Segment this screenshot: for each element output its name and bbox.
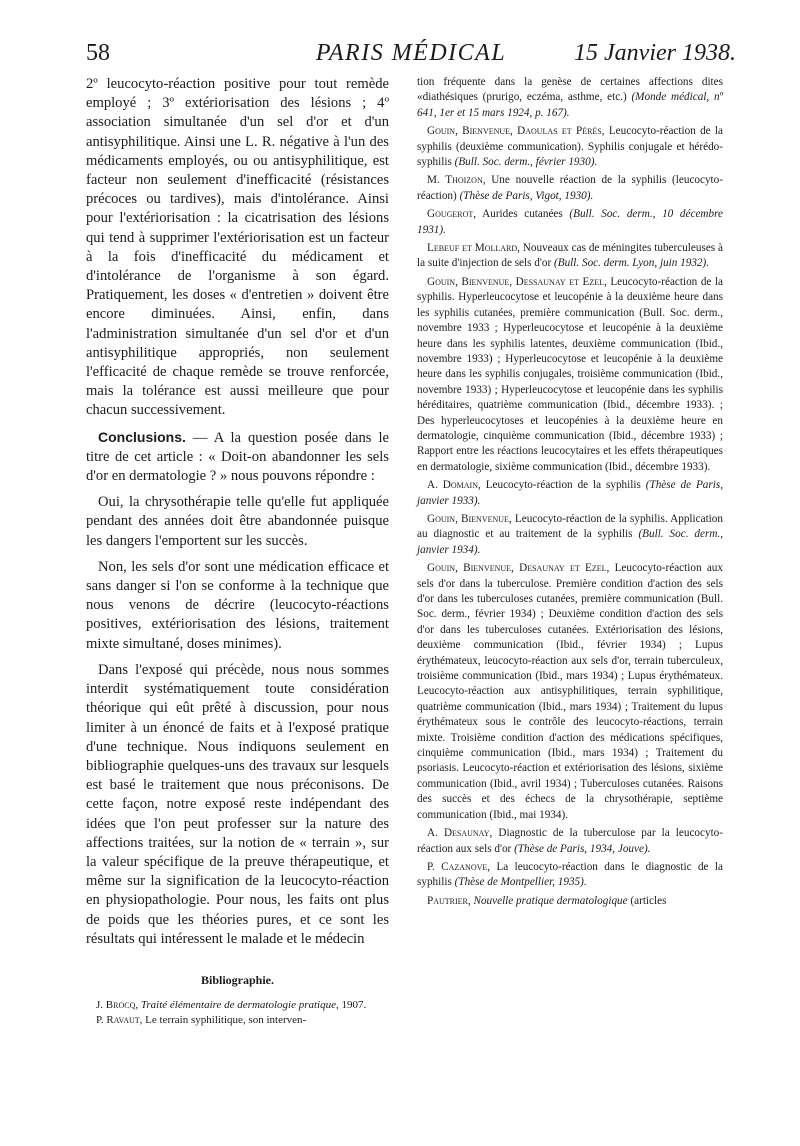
bib-entry-brocq: J. Brocq, Traité élémentaire de dermatologie pratique, 1907. [96,999,367,1012]
bibliography-heading: Bibliographie. [200,972,274,987]
paragraph-oui: Oui, la chrysothérapie telle qu'elle fut appliquée pendant des années doit être abandonnée puisque les dangers l'emportent sur les succès. [86,494,389,549]
bib-entry-gouin-1933: Gouin, Bienvenue, Dessaunay et Ezel, Leucocyto-réaction de la syphilis. Hyperleucocytose et leucopénie à la deuxième heure dans les syphilis cutanées, première communication (Bull. Soc. derm., novembre 1933 ; Hyperleucocytose et leucopénie à la deuxième heure dans les syphilis latentes, deuxième communication (Ibid., novembre 1933) ; Hyperleucocytose et leucopénie à la deuxième heure dans les syphilis conjugales, troisième communication (Ibid., novembre 1933) ; Hyperleucocytose et leucopénie dans les syphilis héréditaires, quatrième communication (Ibid., décembre 1933). ; Des hyperleucocytoses et leucopénies à la deuxième heure en dermatologie, cinquième communication (Ibid., décembre 1933) ; Rapport entre les réactions leucocytaires et les effets thérapeutiques en dermatologie, sixième communication (Ibid., décembre 1933). [417,275,723,473]
bib-entry-gougerot: Gougerot, Aurides cutanées (Bull. Soc. derm., 10 décembre 1931). [417,208,723,236]
conclusions-text: — A la question posée dans le titre de cet article : « Doit-on abandonner les sels d'or en dermatologie ? » nous pouvons répondre : [86,429,389,485]
running-title: PARIS MÉDICAL [315,40,507,66]
left-column [86,75,389,1028]
paragraph-criteria: 2º leucocyto-réaction positive pour tout remède employé ; 3º extériorisation des lésions ; 4º association simultanée d'un sel d'or et d'un antisyphilitique. Ainsi une L. R. négative à l'un des médicaments employés, ou ou antisyphilitique, est facteur non seulement d'inefficacité (résistances précoces ou tardives), mais d'intolérance. Ainsi pour l'extériorisation : la cicatrisation des lésions qui tend à supprimer l'extériorisation est un facteur à la fois d'inefficacité du médicament et d'intolérance de l'organisme à son égard. Pratiquement, les doses « d'entretien » doivent être encore diminuées. Ainsi, enfin, dans l'administration simultanée d'un sel d'or et d'un antisyphilitique appropriés, non seulement l'efficacité de chaque remède se trouve renforcée, mais la tolérance est aussi meilleure que pour chacun successivement. [86,76,389,419]
bib-entry-gouin-1934b: Gouin, Bienvenue, Desaunay et Ezel, Leucocyto-réaction aux sels d'or dans la tuberculose. Première condition d'action des sels d'or dans les tuberculoses cutanées, première communication (Bull. Soc. derm., février 1934) ; Deuxième condition d'action des sels d'or dans les tuberculoses cutanées. Extériorisation des lésions, deuxième communication (Ibid., février 1934) ; Lupus érythémateux, leucocyto-réaction aux sels d'or, terrain tuberculeux, troisième communication (Ibid., mars 1934) ; Lupus érythémateux. Leucocyto-réaction aux antisyphilitiques, terrain syphilitique, quatrième communication (Ibid., mars 1934) ; Traitement du lupus érythémateux sous le contrôle des leucocyto-réactions, terrain mixte. Troisième condition d'action des médications spécifiques, cinquième communication (Ibid., mars 1934) ; Traitement du psoriasis. Leucocyto-réaction et extériorisation des lésions, sixième communication (Ibid., avril 1934) ; Tuberculoses cutanées. Raisons des succès et des échecs de la chrysothérapie, septième communication (Ibid., mai 1934). [417,562,723,821]
running-header [86,40,736,70]
bib-entry-thoizon: M. Thoizon, Une nouvelle réaction de la syphilis (leucocyto-réaction) (Thèse de Paris, Vigot, 1930). [417,174,723,202]
bib-entry-ravaut-cont: tion fréquente dans la genèse de certaines affections dites «diathésiques (prurigo, eczéma, asthme, etc.) (Monde médical, nº 641, 1er et 15 mars 1924, p. 167). [417,76,724,119]
conclusions-heading: Conclusions. [98,428,186,445]
page-number: 58 [86,40,110,66]
bib-entry-ravaut: P. Ravaut, Le terrain syphilitique, son interven- [96,1014,307,1027]
bib-entry-pautrier: Pautrier, Nouvelle pratique dermatologique (articles [427,894,667,907]
paragraph-non: Non, les sels d'or sont une médication efficace et sans danger si l'on se conforme à la technique que nous venons de décrire (leucocyto-réactions positives, extériorisation des lésions, traitement mixte simultané, doses minimes). [86,558,389,652]
bibliography-left [86,998,389,1028]
paragraph-conclusions [86,428,389,487]
bib-entry-cazanove: P. Cazanove, La leucocyto-réaction dans le diagnostic de la syphilis (Thèse de Montpellier, 1935). [417,860,723,889]
bib-entry-gouin-1934a: Gouin, Bienvenue, Leucocyto-réaction de la syphilis. Application au diagnostic et au traitement de la syphilis (Bull. Soc. derm., janvier 1934). [417,512,724,556]
bib-entry-gouin-1930: Gouin, Bienvenue, Daoulas et Pérès, Leucocyto-réaction de la syphilis (deuxième communication). Syphilis conjugale et hérédo-syphilis (Bull. Soc. derm., février 1930). [417,125,723,169]
bib-entry-desaunay: A. Desaunay, Diagnostic de la tuberculose par la leucocyto-réaction aux sels d'or (Thèse de Paris, 1934, Jouve). [417,827,723,855]
bib-entry-domain: A. Domain, Leucocyto-réaction de la syphilis (Thèse de Paris, janvier 1933). [417,479,723,507]
issue-date: 15 Janvier 1938. [574,40,736,66]
right-column [417,75,723,912]
bib-entry-lebeuf: Lebeuf et Mollard, Nouveaux cas de méningites tuberculeuses à la suite d'injection de sels d'or (Bull. Soc. derm. Lyon, juin 1932). [417,242,723,270]
paragraph-expose: Dans l'exposé qui précède, nous nous sommes interdit systématiquement toute considération théorique qui eût prêté à discussion, pour nous limiter à un énoncé de faits et à l'exposé pratique d'une technique. Nous indiquons seulement en bibliographie quelques-uns des travaux sur lesquels est basé le traitement que nous préconisons. De cette façon, notre exposé reste indépendant des idées que l'on peut professer sur la nature des affections traitées, sur la notion de « terrain », sur la valeur spécifique de la preuve thérapeutique, et même sur la signification de la leucocyto-réaction en physiopathologie. Pour nous, les faits ont plus de poids que les théories pures, et ce sont les résultats qui intéressent le malade et le médecin [86,661,389,947]
